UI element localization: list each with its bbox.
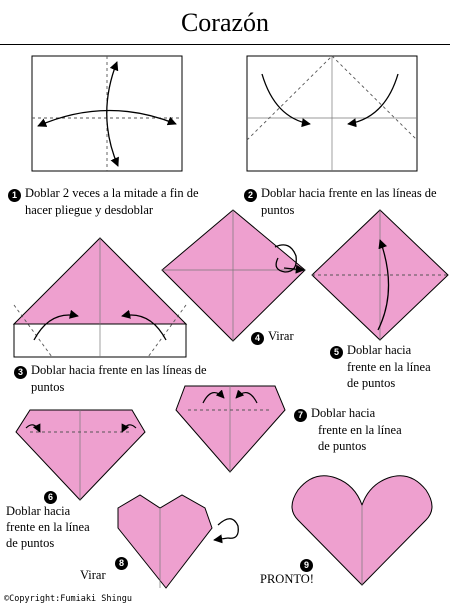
step7-figure: [176, 386, 285, 472]
step2-figure: [247, 56, 417, 171]
step-number: 9: [300, 559, 313, 572]
step9-number: [300, 555, 317, 572]
step8-instruction: Virar: [80, 568, 106, 582]
step-number: 2: [244, 189, 257, 202]
step3-figure: [14, 238, 186, 357]
step1-figure: [32, 56, 182, 171]
step-number: 1: [8, 189, 21, 202]
step8-number: [115, 553, 132, 570]
step-number: 7: [294, 409, 307, 422]
step-number: 8: [115, 557, 128, 570]
step8-figure: [118, 495, 238, 588]
step4-instruction: 4 Virar: [251, 328, 294, 345]
step9-instruction: PRONTO!: [260, 572, 314, 586]
step1-instruction: 1 Doblar 2 veces a la mitade a fin de hacer pliegue y desdoblar: [8, 185, 199, 218]
copyright: ©Copyright:Fumiaki Shingu: [4, 594, 132, 604]
page-title: Corazón: [180, 8, 270, 37]
step7-instruction: 7 Doblar hacia frente en la línea de puntos: [294, 405, 402, 454]
step5-figure: [312, 210, 448, 340]
step5-instruction: 5 Doblar hacia frente en la línea de puntos: [330, 342, 431, 391]
step-number: 6: [44, 491, 57, 504]
step2-instruction: 2 Doblar hacia frente en las líneas de puntos: [244, 185, 437, 218]
step-number: 5: [330, 346, 343, 359]
step-number: 3: [14, 366, 27, 379]
step-number: 4: [251, 332, 264, 345]
step6-instruction: 6 Doblar hacia frente en la línea de puntos: [6, 492, 90, 550]
step3-instruction: 3 Doblar hacia frente en las líneas de puntos: [14, 362, 207, 395]
